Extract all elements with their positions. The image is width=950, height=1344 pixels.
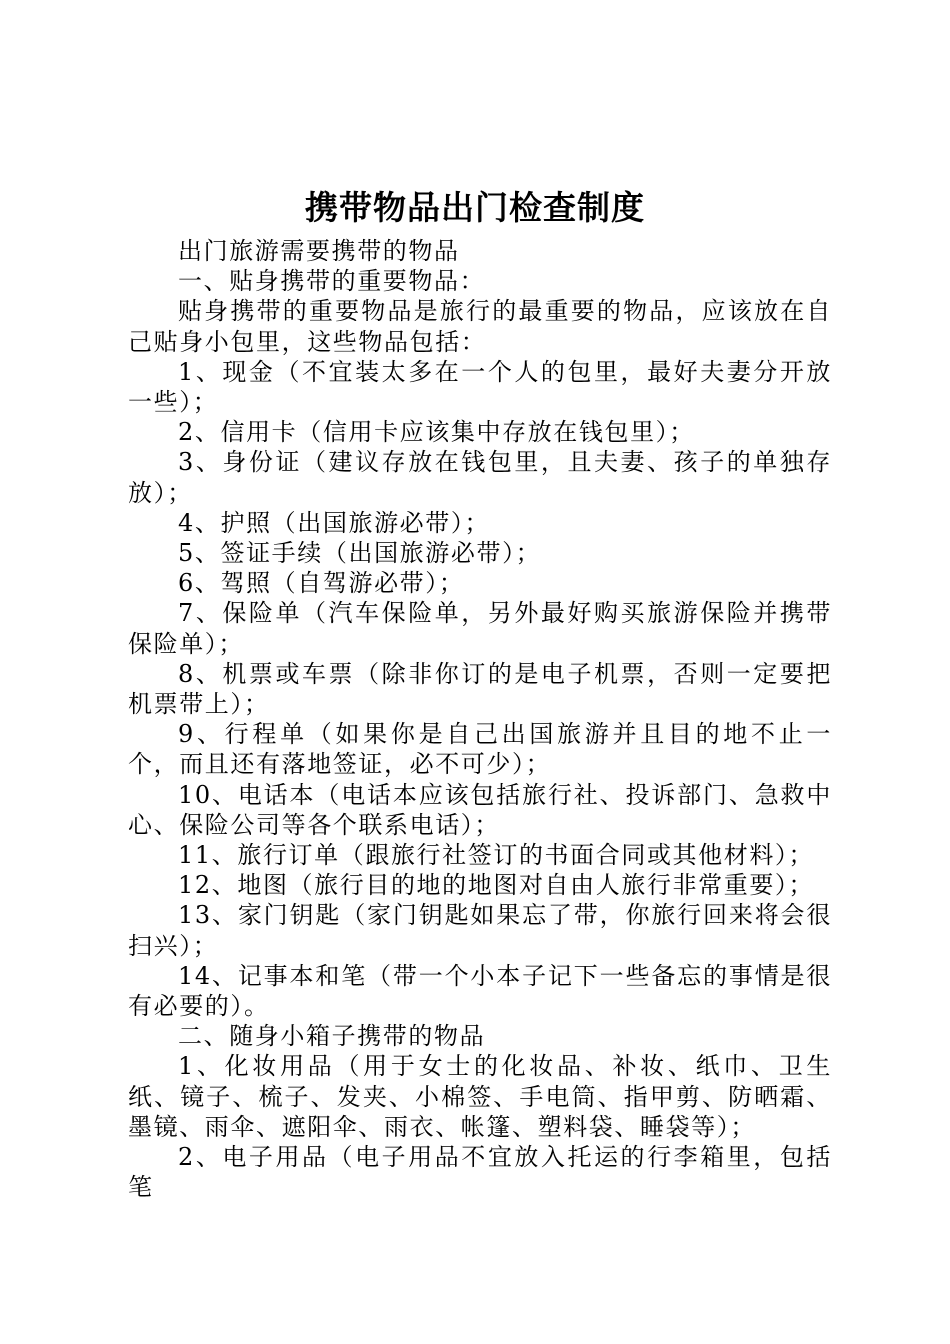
section-heading: 一、贴身携带的重要物品： <box>178 267 486 296</box>
list-item: 6、驾照（自驾游必带）； <box>178 569 465 598</box>
paragraph: 出门旅游需要携带的物品 <box>178 237 460 265</box>
list-item: 2、电子用品（电子用品不宜放入托运的行李箱里，包括笔 <box>128 1143 832 1202</box>
document-title: 携带物品出门检查制度 <box>305 188 645 227</box>
list-item: 7、保险单（汽车保险单，另外最好购买旅游保险并携带保险单）； <box>128 599 832 658</box>
list-item: 8、机票或车票（除非你订的是电子机票，否则一定要把机票带上）； <box>128 659 832 719</box>
section-heading: 二、随身小箱子携带的物品 <box>178 1022 486 1051</box>
document-body <box>128 236 832 1203</box>
list-item: 10、电话本（电话本应该包括旅行社、投诉部门、急救中心、保险公司等各个联系电话）； <box>128 780 832 839</box>
list-item: 2、信用卡（信用卡应该集中存放在钱包里）； <box>178 418 695 447</box>
paragraph: 贴身携带的重要物品是旅行的最重要的物品，应该放在自己贴身小包里，这些物品包括： <box>128 297 832 356</box>
list-item: 5、签证手续（出国旅游必带）； <box>178 539 542 568</box>
list-item: 9、行程单（如果你是自己出国旅游并且目的地不止一个，而且还有落地签证，必不可少）； <box>128 720 832 779</box>
list-item: 13、家门钥匙（家门钥匙如果忘了带，你旅行回来将会很扫兴）； <box>128 901 832 960</box>
list-item: 4、护照（出国旅游必带）； <box>178 508 491 537</box>
list-item: 14、记事本和笔（带一个小本子记下一些备忘的事情是很有必要的）。 <box>128 961 832 1021</box>
list-item: 11、旅行订单（跟旅行社签订的书面合同或其他材料）； <box>178 841 815 870</box>
list-item: 1、化妆用品（用于女士的化妆品、补妆、纸巾、卫生纸、镜子、梳子、发夹、小棉签、手电筒、指甲剪、防晒霜、墨镜、雨伞、遮阳伞、雨衣、帐篷、塑料袋、睡袋等）； <box>128 1052 832 1141</box>
list-item: 12、地图（旅行目的地的地图对自由人旅行非常重要）； <box>178 871 815 900</box>
list-item: 3、身份证（建议存放在钱包里，且夫妻、孩子的单独存放）； <box>128 448 832 507</box>
list-item: 1、现金（不宜装太多在一个人的包里，最好夫妻分开放一些）； <box>128 357 832 417</box>
